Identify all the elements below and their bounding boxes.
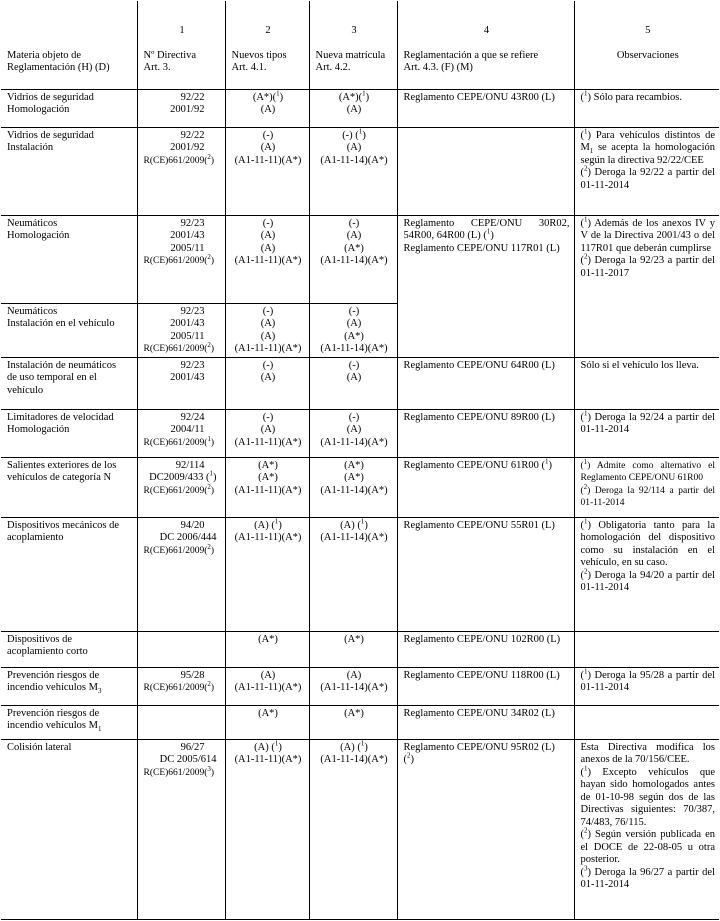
cell-new-types: (A) ($^1$) (A1-11-11)(A*) [225,739,309,919]
cell-regulation: Reglamento CEPE/ONU 30R02, 54R00, 64R00 (L) ($^1$) Reglamento CEPE/ONU 117R01 (L) [397,215,574,357]
cell-new-registration: (A) (A1-11-14)(A*) [309,667,397,705]
table-row [1,127,719,215]
header-new-types [225,1,309,89]
cell-new-types: (A) ($^1$) (A1-11-11)(A*) [225,517,309,631]
column-number: 4 [483,25,490,36]
header-text: Reglamentación (H) (D) [7,62,110,73]
header-directive [137,1,225,89]
table-row [1,739,719,919]
table-row [1,457,719,517]
cell-subject: Salientes exteriores de los vehículos de categoría N [1,457,137,517]
cell-notes: ($^1$) Obligatoria tanto para la homologación del dispositivo como su instalación en el vehículo, en su caso. ($^2$) Deroga la 94/20 a partir del 01-11-2014 [574,517,719,631]
cell-subject: Colisión lateral [1,739,137,919]
cell-directive: 92/23 2001/43 2005/11 R(CE)661/2009($^2$) [137,215,225,303]
cell-new-registration: (-) (A) (A*) (A1-11-14)(A*) [309,303,397,357]
cell-directive [137,631,225,667]
cell-directive: 96/27 DC 2005/614 R(CE)661/2009($^3$) [137,739,225,919]
cell-regulation: Reglamento CEPE/ONU 34R02 (L) [397,705,574,739]
cell-notes: ($^1$) Deroga la 95/28 a partir del 01-11-2014 [574,667,719,705]
cell-directive: 92/23 2001/43 [137,357,225,409]
cell-new-types: (A*)($^1$) (A) [225,89,309,127]
header-text: Art. 4.3. (F) (M) [403,62,473,73]
cell-new-registration: (A) ($^1$) (A1-11-14)(A*) [309,739,397,919]
cell-regulation: Reglamento CEPE/ONU 118R00 (L) [397,667,574,705]
cell-notes: ($^1$) Sólo para recambios. [574,89,719,127]
cell-directive: 92/114 DC2009/433 ($^1$) R(CE)661/2009($^2$) [137,457,225,517]
cell-new-types: (A) (A1-11-11)(A*) [225,667,309,705]
table-row [1,667,719,705]
cell-new-types: (-) (A) (A) (A1-11-11)(A*) [225,215,309,303]
cell-regulation: Reglamento CEPE/ONU 61R00 ($^1$) [397,457,574,517]
cell-regulation: Reglamento CEPE/ONU 95R02 (L) ($^2$) [397,739,574,919]
cell-subject: Limitadores de velocidad Homologación [1,409,137,457]
cell-regulation [397,127,574,215]
header-text: Observaciones [616,49,679,61]
cell-new-registration: (-) (A) (A1-11-14)(A*) [309,409,397,457]
cell-new-registration: (A*) [309,631,397,667]
table-body [1,89,719,919]
header-regulation [397,1,574,89]
cell-new-types: (-) (A) [225,357,309,409]
cell-notes: ($^1$) Deroga la 92/24 a partir del 01-11-2014 [574,409,719,457]
cell-new-registration: (-) ($^1$) (A) (A1-11-14)(A*) [309,127,397,215]
column-number: 5 [645,25,651,36]
header-notes [574,1,719,89]
header-new-registration [309,1,397,89]
cell-new-types: (-) (A) (A) (A1-11-11)(A*) [225,303,309,357]
header-text: Nº Directiva [143,49,197,61]
cell-new-registration: (A) ($^1$) (A1-11-14)(A*) [309,517,397,631]
column-number: 2 [265,25,271,36]
cell-notes: ($^1$) Para vehículos distintos de $M_1$ se acepta la homologación según la directiva 92/22/CEE ($^2$) Deroga la 92/22 a partir del 01-11-2014 [574,127,719,215]
cell-new-types: (A*) [225,631,309,667]
cell-new-types: (A*) (A*) (A1-11-11)(A*) [225,457,309,517]
cell-new-registration: (A*)($^1$) (A) [309,89,397,127]
cell-subject: Vidrios de seguridad Instalación [1,127,137,215]
table-row [1,631,719,667]
cell-regulation: Reglamento CEPE/ONU 43R00 (L) [397,89,574,127]
cell-notes [574,705,719,739]
column-number: 3 [351,25,357,36]
cell-new-registration: (A*) [309,705,397,739]
cell-subject: Neumáticos Instalación en el vehículo [1,303,137,357]
cell-notes: ($^1$) Admite como alternativo el Reglamento CEPE/ONU 61R00 ($^2$) Deroga la 92/114 a partir del 01-11-2014 [574,457,719,517]
cell-new-types: (-) (A) (A1-11-11)(A*) [225,409,309,457]
header-row [1,1,719,89]
cell-directive: 92/23 2001/43 2005/11 R(CE)661/2009($^2$) [137,303,225,357]
header-text: Art. 4.2. [315,62,351,73]
cell-directive [137,705,225,739]
cell-directive: 92/24 2004/11 R(CE)661/2009($^1$) [137,409,225,457]
regulation-table [1,1,719,920]
cell-subject: Prevención riesgos de incendio vehículos $M_3$ [1,667,137,705]
cell-regulation: Reglamento CEPE/ONU 55R01 (L) [397,517,574,631]
header-text: Art. 4.1. [231,62,267,73]
cell-regulation: Reglamento CEPE/ONU 102R00 (L) [397,631,574,667]
cell-new-registration: (-) (A) [309,357,397,409]
cell-notes: Sólo si el vehículo los lleva. [574,357,719,409]
header-subject [1,1,137,89]
cell-notes: Esta Directiva modifica los anexos de la 70/156/CEE. ($^1$) Excepto vehículos que hayan sido homologados antes de 01-10-98 según dos de las Directivas siguientes: 70/387, 74/483, 76/115. ($^2$) Según versión publicada en el DOCE de 22-08-05 u otra posterior. ($^3$) Deroga la 96/27 a partir del 01-11-2014 [574,739,719,919]
cell-new-registration: (A*) (A*) (A1-11-14)(A*) [309,457,397,517]
table-row [1,357,719,409]
cell-subject: Prevención riesgos de incendio vehículos $M_1$ [1,705,137,739]
cell-subject: Dispositivos de acoplamiento corto [1,631,137,667]
cell-new-types: (-) (A) (A1-11-11)(A*) [225,127,309,215]
cell-regulation: Reglamento CEPE/ONU 64R00 (L) [397,357,574,409]
cell-directive: 94/20 DC 2006/444 R(CE)661/2009($^2$) [137,517,225,631]
table-row [1,89,719,127]
cell-notes: ($^1$) Además de los anexos IV y V de la Directiva 2001/43 o del 117R01 que deberán cumplirse ($^2$) Deroga la 92/23 a partir del 01-11-2017 [574,215,719,357]
column-number: 1 [179,25,185,36]
header-text: Art. 3. [143,62,171,73]
header-text: Materia objeto de [7,49,82,61]
cell-subject: Instalación de neumáticos de uso temporal en el vehículo [1,357,137,409]
cell-new-registration: (-) (A) (A*) (A1-11-14)(A*) [309,215,397,303]
cell-directive: 92/22 2001/92 R(CE)661/2009($^2$) [137,127,225,215]
table-row [1,517,719,631]
header-text: Nuevos tipos [231,49,287,61]
cell-subject: Vidrios de seguridad Homologación [1,89,137,127]
cell-notes [574,631,719,667]
cell-subject: Dispositivos mecánicos de acoplamiento [1,517,137,631]
header-text: Nueva matrícula [315,49,386,61]
header-text: Reglamentación a que se refiere [403,49,539,61]
cell-regulation: Reglamento CEPE/ONU 89R00 (L) [397,409,574,457]
table-row [1,705,719,739]
table-row [1,215,719,303]
table-row [1,409,719,457]
cell-directive: 95/28 R(CE)661/2009($^2$) [137,667,225,705]
cell-directive: 92/22 2001/92 [137,89,225,127]
cell-new-types: (A*) [225,705,309,739]
cell-subject: Neumáticos Homologación [1,215,137,303]
